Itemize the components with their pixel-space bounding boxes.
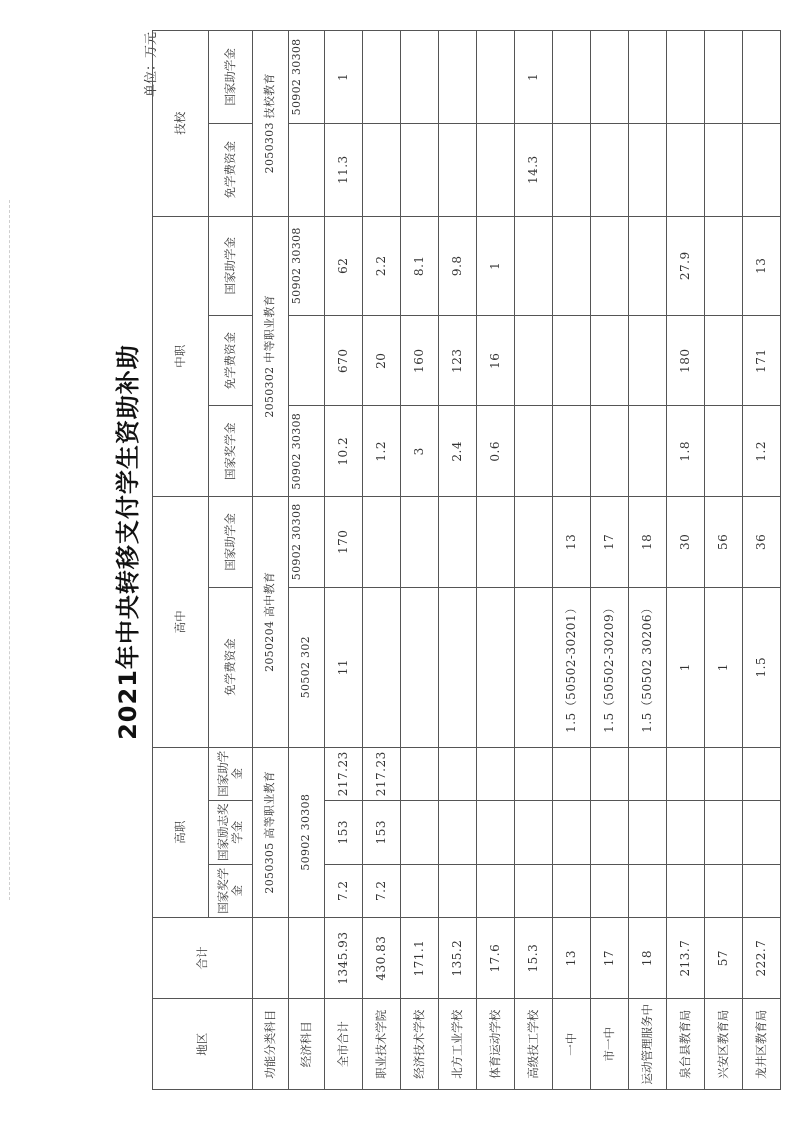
function-category-technical-school: 2050303 技校教育 [253,31,289,217]
cell-sv-tuition-free [629,315,667,406]
cell-total: 17.6 [477,917,515,999]
table-row [629,31,667,1090]
cell-ts-tuition-free [743,123,781,216]
cell-hv-inspirational-scholarship [401,800,439,864]
sv-national-scholarship-header: 国家奖学金 [209,406,253,497]
cell-total: 213.7 [667,917,705,999]
region-header: 地区 [153,999,253,1090]
sv-national-grant-header: 国家助学金 [209,216,253,315]
cell-ts-national-grant [743,31,781,124]
cell-region: 市一中 [591,999,629,1090]
economic-category-sv-national-scholarship: 50902 30308 [289,406,325,497]
header-row-groups [153,31,209,1090]
cell-ts-national-grant [363,31,401,124]
cell-sv-national-grant: 62 [325,216,363,315]
table-row [515,31,553,1090]
function-category-row [253,31,289,1090]
cell-region: 高级技工学校 [515,999,553,1090]
cell-hv-inspirational-scholarship [705,800,743,864]
sh-tuition-free-header: 免学费资金 [209,587,253,747]
table-row [553,31,591,1090]
ts-national-grant-header: 国家助学金 [209,31,253,124]
table-row [363,31,401,1090]
senior-high-header: 高中 [153,497,209,748]
cell-region: 兴安区教育局 [705,999,743,1090]
cell-region: 一中 [553,999,591,1090]
economic-category-row [289,31,325,1090]
cell-sh-tuition-free: 1.5（50502-30201） [553,587,591,747]
economic-category-sv-tuition-free [289,315,325,406]
cell-hv-national-grant [439,747,477,800]
economic-category-ts-national-grant: 50902 30308 [289,31,325,124]
sv-tuition-free-header: 免学费资金 [209,315,253,406]
cell-sv-tuition-free [591,315,629,406]
cell-sh-tuition-free: 1 [667,587,705,747]
economic-category-sh-national-grant: 50902 30308 [289,497,325,588]
cell-ts-national-grant: 1 [325,31,363,124]
cell-sh-tuition-free: 1.5（50502-30209） [591,587,629,747]
cell-sv-national-grant: 1 [477,216,515,315]
cell-sh-national-grant: 17 [591,497,629,588]
economic-category-label: 经济科目 [289,999,325,1090]
cell-total: 18 [629,917,667,999]
cell-sh-tuition-free: 11 [325,587,363,747]
cell-ts-national-grant [705,31,743,124]
cell-sv-national-grant: 9.8 [439,216,477,315]
cell-ts-tuition-free [439,123,477,216]
cell-sh-national-grant: 170 [325,497,363,588]
cell-sv-national-grant [591,216,629,315]
cell-total: 17 [591,917,629,999]
cell-hv-national-grant [553,747,591,800]
cell-hv-national-grant [743,747,781,800]
cell-hv-inspirational-scholarship [515,800,553,864]
economic-category-ts-tuition-free [289,123,325,216]
cell-ts-national-grant [667,31,705,124]
table-row [705,31,743,1090]
cell-region: 经济技术学校 [401,999,439,1090]
cell-hv-national-scholarship [553,864,591,917]
secondary-vocational-header: 中职 [153,216,209,496]
economic-category-higher-vocational: 50902 30308 [289,747,325,917]
cell-sv-national-grant [515,216,553,315]
document-title: 2021年中央转移支付学生资助补助 [114,344,142,740]
cell-ts-national-grant [477,31,515,124]
cell-sh-tuition-free [363,587,401,747]
table-row [439,31,477,1090]
cell-sv-national-grant [553,216,591,315]
cell-sh-national-grant: 30 [667,497,705,588]
hv-national-scholarship-header: 国家奖学金 [209,864,253,917]
cell-hv-national-scholarship [629,864,667,917]
cell-total: 15.3 [515,917,553,999]
cell-sh-national-grant [401,497,439,588]
cell-region: 龙井区教育局 [743,999,781,1090]
cell-sv-national-scholarship: 1.2 [363,406,401,497]
cell-sv-national-scholarship [591,406,629,497]
cell-region: 泉台县教育局 [667,999,705,1090]
cell-sh-national-grant: 56 [705,497,743,588]
cell-sv-national-grant [629,216,667,315]
total-header: 合计 [153,917,253,999]
cell-ts-tuition-free: 14.3 [515,123,553,216]
cell-sv-national-grant: 27.9 [667,216,705,315]
cell-ts-tuition-free [705,123,743,216]
cell-sh-national-grant: 36 [743,497,781,588]
cell-ts-tuition-free [553,123,591,216]
cell-sh-national-grant [477,497,515,588]
cell-ts-national-grant: 1 [515,31,553,124]
table-row [401,31,439,1090]
cell-hv-national-grant: 217.23 [363,747,401,800]
cell-ts-tuition-free [667,123,705,216]
cell-sv-national-scholarship [515,406,553,497]
cell-sh-tuition-free [477,587,515,747]
unit-label: 单位：万元 [144,32,159,98]
cell-sh-national-grant [439,497,477,588]
cell-sv-tuition-free: 160 [401,315,439,406]
cell-hv-inspirational-scholarship [591,800,629,864]
table-body [153,31,781,1090]
cell-sv-tuition-free [515,315,553,406]
ts-tuition-free-header: 免学费资金 [209,123,253,216]
cell-sh-national-grant: 13 [553,497,591,588]
cell-sv-tuition-free [705,315,743,406]
cell-hv-national-scholarship [591,864,629,917]
cell-total: 1345.93 [325,917,363,999]
cell-hv-inspirational-scholarship [629,800,667,864]
cell-sh-tuition-free [401,587,439,747]
cell-hv-national-grant [401,747,439,800]
cell-hv-national-scholarship [477,864,515,917]
cell-total: 13 [553,917,591,999]
sh-national-grant-header: 国家助学金 [209,497,253,588]
cell-hv-inspirational-scholarship [439,800,477,864]
cell-region: 全市合计 [325,999,363,1090]
table-row [325,31,363,1090]
cell-hv-inspirational-scholarship [667,800,705,864]
cell-total: 171.1 [401,917,439,999]
function-category-secondary-vocational: 2050302 中等职业教育 [253,216,289,496]
cell-sv-tuition-free: 16 [477,315,515,406]
hv-inspirational-scholarship-header: 国家励志奖学金 [209,800,253,864]
cell-ts-tuition-free [591,123,629,216]
cell-hv-national-scholarship [667,864,705,917]
cell-sv-national-scholarship: 0.6 [477,406,515,497]
cell-hv-national-scholarship [439,864,477,917]
hv-national-grant-header: 国家助学金 [209,747,253,800]
cell-total: 135.2 [439,917,477,999]
cell-hv-national-scholarship [705,864,743,917]
cell-hv-national-grant [477,747,515,800]
cell-hv-inspirational-scholarship [553,800,591,864]
subsidy-table [152,30,781,1090]
cell-sv-national-scholarship [553,406,591,497]
cell-sv-national-grant: 2.2 [363,216,401,315]
cell-hv-inspirational-scholarship: 153 [363,800,401,864]
cell-sh-national-grant [363,497,401,588]
cell-hv-inspirational-scholarship [477,800,515,864]
cell-sh-tuition-free: 1.5 [743,587,781,747]
cell-region: 职业技术学院 [363,999,401,1090]
cell-ts-tuition-free: 11.3 [325,123,363,216]
cell-sh-national-grant [515,497,553,588]
cell-sv-tuition-free: 123 [439,315,477,406]
function-category-senior-high: 2050204 高中教育 [253,497,289,748]
cell-sv-national-scholarship: 10.2 [325,406,363,497]
cell-sh-tuition-free [439,587,477,747]
table-row [743,31,781,1090]
cell-sv-tuition-free: 670 [325,315,363,406]
cell-hv-national-grant [629,747,667,800]
cell-total: 222.7 [743,917,781,999]
cell-ts-tuition-free [363,123,401,216]
cell-hv-national-grant: 217.23 [325,747,363,800]
cell-ts-national-grant [591,31,629,124]
cell-sv-tuition-free: 180 [667,315,705,406]
cell-sv-tuition-free [553,315,591,406]
cell-total: 57 [705,917,743,999]
function-category-total [253,917,289,999]
cell-ts-national-grant [401,31,439,124]
cell-sv-national-scholarship: 3 [401,406,439,497]
cell-ts-tuition-free [477,123,515,216]
cell-sv-national-scholarship [629,406,667,497]
cell-sv-tuition-free: 171 [743,315,781,406]
cell-sv-national-grant: 8.1 [401,216,439,315]
function-category-higher-vocational: 2050305 高等职业教育 [253,747,289,917]
table-row [477,31,515,1090]
cell-sv-national-scholarship [705,406,743,497]
cell-hv-national-scholarship [515,864,553,917]
technical-school-header: 技校 [153,31,209,217]
cell-sh-tuition-free: 1 [705,587,743,747]
cell-sv-national-grant [705,216,743,315]
cell-total: 430.83 [363,917,401,999]
cell-ts-national-grant [439,31,477,124]
economic-category-total [289,917,325,999]
cell-hv-national-grant [591,747,629,800]
cell-ts-national-grant [629,31,667,124]
cell-sv-national-scholarship: 1.8 [667,406,705,497]
higher-vocational-header: 高职 [153,747,209,917]
function-category-label: 功能分类科目 [253,999,289,1090]
cell-hv-national-scholarship: 7.2 [325,864,363,917]
table-row [591,31,629,1090]
cell-ts-tuition-free [629,123,667,216]
cell-hv-inspirational-scholarship: 153 [325,800,363,864]
cell-sh-tuition-free: 1.5（50502 30206） [629,587,667,747]
cell-hv-national-scholarship [401,864,439,917]
cell-region: 体育运动学校 [477,999,515,1090]
cell-hv-inspirational-scholarship [743,800,781,864]
economic-category-sv-national-grant: 50902 30308 [289,216,325,315]
cell-hv-national-grant [705,747,743,800]
cell-sv-national-grant: 13 [743,216,781,315]
cell-hv-national-scholarship: 7.2 [363,864,401,917]
cell-sv-national-scholarship: 1.2 [743,406,781,497]
cell-sh-national-grant: 18 [629,497,667,588]
cell-hv-national-grant [515,747,553,800]
cell-sh-tuition-free [515,587,553,747]
cell-region: 运动管理服务中 [629,999,667,1090]
cell-hv-national-grant [667,747,705,800]
cell-hv-national-scholarship [743,864,781,917]
table-row [667,31,705,1090]
cell-region: 北方工业学校 [439,999,477,1090]
cell-ts-tuition-free [401,123,439,216]
economic-category-sh-tuition-free: 50502 302 [289,587,325,747]
cell-sv-tuition-free: 20 [363,315,401,406]
cell-ts-national-grant [553,31,591,124]
cell-sv-national-scholarship: 2.4 [439,406,477,497]
